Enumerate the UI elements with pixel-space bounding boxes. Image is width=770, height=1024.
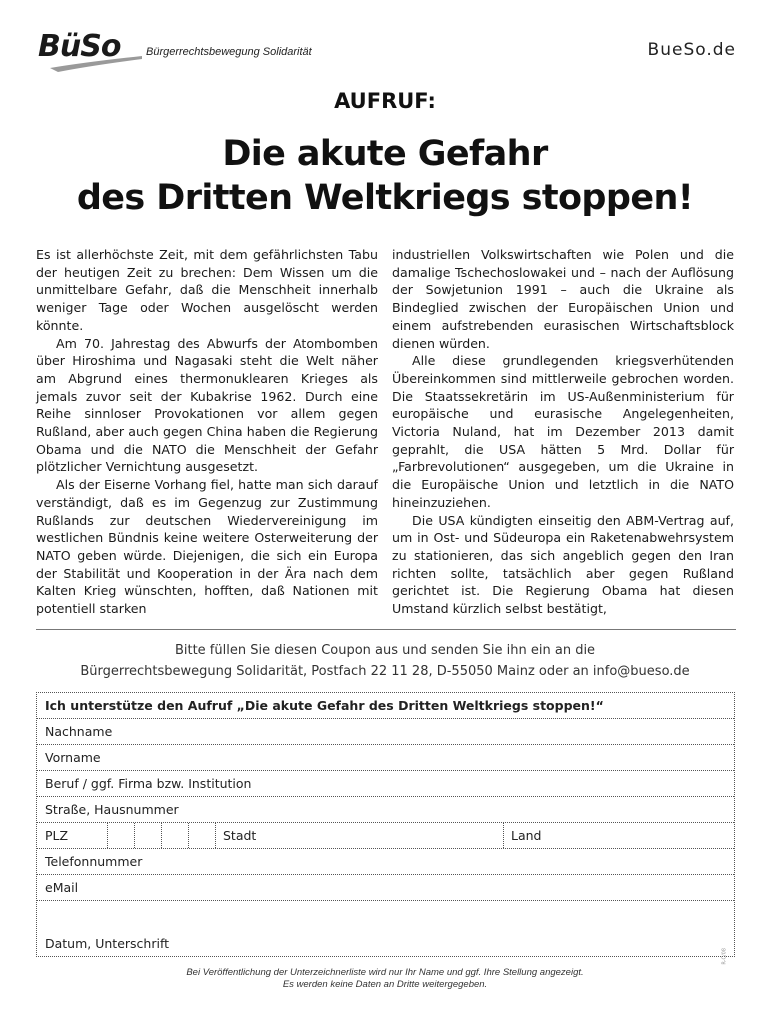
title-line-2: des Dritten Weltkriegs stoppen! xyxy=(76,178,694,218)
firstname-label: Vorname xyxy=(45,750,101,765)
section-divider xyxy=(36,629,736,630)
paragraph: Die USA kündigten einseitig den ABM-Vertrag auf, um in Ost- und Südeuropa ein Raketenabwehrsystem zu stationieren, das sich angeblich gegen den Iran richten sollte, tatsächlich aber gegen Rußland gerichtet ist. Die Regierung Obama hat diesen Umstand kürzlich selbst bestätigt, xyxy=(392,512,734,617)
logo-tagline: Bürgerrechtsbewegung Solidarität xyxy=(146,46,312,58)
city-field[interactable] xyxy=(215,823,503,848)
paragraph: Am 70. Jahrestag des Abwurfs der Atombomben über Hiroshima und Nagasaki steht die Welt näher am Abgrund eines thermonuklearen Krieges als jemals zuvor seit der Kubakrise 1962. Durch eine Reihe sinnloser Provokationen vor allem gegen Rußland, aber auch gegen China haben die Regierung Obama und die NATO die Menschheit der Gefahr plötzlicher Vernichtung ausgesetzt. xyxy=(36,335,378,475)
footnote-line-2: Es werden keine Daten an Dritte weitergegeben. xyxy=(282,979,488,990)
footnote-line-1: Bei Veröffentlichung der Unterzeichnerliste wird nur Ihr Name und ggf. Ihre Stellung angezeigt. xyxy=(186,967,584,978)
form-title: Ich unterstütze den Aufruf „Die akute Gefahr des Dritten Weltkriegs stoppen!“ xyxy=(45,698,604,713)
street-field[interactable] xyxy=(37,797,734,823)
article-column-left xyxy=(36,246,378,618)
email-label: eMail xyxy=(45,880,79,895)
country-label: Land xyxy=(511,828,542,843)
coupon-intro xyxy=(0,640,770,682)
paragraph: Alle diese grundlegenden kriegsverhütenden Übereinkommen sind mittlerweile gebrochen worden. Die Staatssekretärin im US-Außenministerium für europäische und eurasische Angelegenheiten, Victoria Nuland, hat im Dezember 2013 damit geprahlt, die USA hätten 5 Mrd. Dollar für „Farbrevolutionen“ ausgegeben, um die Ukraine in die Europäische Union und letztlich in die NATO hineinzuziehen. xyxy=(392,353,734,510)
bueso-logo xyxy=(36,26,146,76)
page-header xyxy=(36,26,736,76)
zip-box-divider xyxy=(107,823,108,848)
lastname-label: Nachname xyxy=(45,724,113,739)
privacy-footnote xyxy=(0,967,770,991)
zip-box-divider xyxy=(161,823,162,848)
coupon-intro-line-1: Bitte füllen Sie diesen Coupon aus und senden Sie ihn ein an die xyxy=(174,643,596,658)
zip-label: PLZ xyxy=(45,828,69,843)
zip-box-divider xyxy=(188,823,189,848)
country-field[interactable] xyxy=(503,823,734,848)
phone-label: Telefonnummer xyxy=(45,854,143,869)
form-title-row xyxy=(37,693,734,719)
article-column-right xyxy=(392,246,734,618)
article-kicker: AUFRUF: xyxy=(334,89,436,113)
signature-label: Datum, Unterschrift xyxy=(45,936,170,951)
zip-box-divider xyxy=(134,823,135,848)
firstname-field[interactable] xyxy=(37,745,734,771)
signature-field[interactable] xyxy=(37,901,734,965)
coupon-intro-line-2: Bürgerrechtsbewegung Solidarität, Postfach 22 11 28, D-55050 Mainz oder an info@bueso.de xyxy=(80,664,690,679)
zip-field[interactable] xyxy=(37,823,217,848)
paragraph: Als der Eiserne Vorhang fiel, hatte man sich darauf verständigt, daß es im Gegenzug zur Zustimmung Rußlands zur deutschen Wiedervereinigung im westlichen Bündnis keine weitere Osterweiterung der NATO geben würde. Diejenigen, die sich ein Europa der Stabilität und Kooperation in der Ära nach dem Kalten Krieg wünschten, hofften, daß Nationen mit potentiell starken xyxy=(36,477,378,617)
title-line-1: Die akute Gefahr xyxy=(222,134,548,174)
phone-field[interactable] xyxy=(37,849,734,875)
signup-coupon-form xyxy=(36,692,735,965)
site-url[interactable]: BueSo.de xyxy=(647,40,736,60)
svg-text:BüSo: BüSo xyxy=(38,29,121,64)
job-field[interactable] xyxy=(37,771,734,797)
address-row xyxy=(37,823,734,849)
lastname-field[interactable] xyxy=(37,719,734,745)
email-field[interactable] xyxy=(37,875,734,901)
paragraph: industriellen Volkswirtschaften wie Polen und die damalige Tschechoslowakei und – nach der Auflösung der Sowjetunion 1991 – auch die Ukraine als Bindeglied zwischen der Europäischen Union und einem aufstrebenden eurasischen Wirtschaftsblock dienen würden. xyxy=(392,247,734,351)
job-label: Beruf / ggf. Firma bzw. Institution xyxy=(45,776,252,791)
paragraph: Es ist allerhöchste Zeit, mit dem gefährlichsten Tabu der heutigen Zeit zu brechen: Dem Wissen um die unmittelbare Gefahr, daß die Menschheit innerhalb weniger Tage oder Wochen ausgelöscht werden könnte. xyxy=(36,247,378,333)
city-label: Stadt xyxy=(223,828,257,843)
street-label: Straße, Hausnummer xyxy=(45,802,179,817)
article-title xyxy=(0,132,770,220)
form-code: R-C/08 xyxy=(722,948,728,965)
